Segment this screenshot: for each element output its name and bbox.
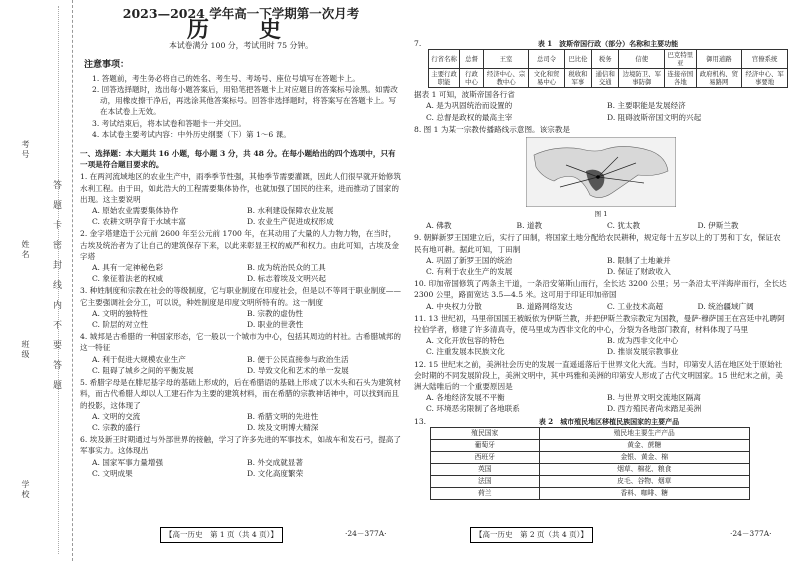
option: C. 农耕文明孕育于水域丰富 — [92, 217, 186, 227]
question-options — [414, 392, 788, 414]
option: B. 便于公民直接参与政治生活 — [247, 354, 349, 364]
table1-caption: 表 1 波斯帝国行政（部分）名称和主要功能 — [537, 39, 679, 48]
right-column — [414, 38, 788, 500]
option: B. 主要职能是发展经济 — [607, 101, 686, 111]
q13-number: 13. — [414, 416, 427, 426]
table1-cell: 税收和军事 — [564, 69, 591, 88]
option: B. 成为西非文化中心 — [607, 336, 679, 346]
notice-heading: 注意事项： — [84, 59, 130, 70]
q8-options — [414, 220, 788, 231]
notice-item: 3. 考试结束后，将本试卷和答题卡一并交回。 — [92, 118, 246, 128]
table1-header-cell: 巴比伦 — [564, 50, 591, 69]
kaohao-label: 考号 — [21, 140, 30, 160]
exam-subject: 历 史 — [186, 17, 295, 44]
table2-cell: 葡萄牙 — [431, 439, 540, 451]
option: C. 阻碍了城乡之间的平衡发展 — [92, 365, 194, 375]
table1-cell: 经济中心、军事要地 — [742, 69, 788, 88]
religion-spread-map — [526, 137, 676, 207]
table1-header-cell: 税务 — [592, 50, 619, 69]
seal-line-char: 答 — [51, 180, 61, 189]
question-options — [80, 354, 402, 376]
seal-line-char: 内 — [51, 300, 61, 309]
table1-header-cell: 御用道路 — [696, 50, 742, 69]
question-options — [80, 308, 402, 330]
seal-line-char: 封 — [51, 260, 61, 269]
option: D. 西方殖民者尚未踏足美洲 — [607, 404, 702, 414]
table1-cell: 政府机构、贸易路网 — [696, 69, 742, 88]
option: A. 文化开放包容的特色 — [426, 336, 505, 346]
option: B. 与世界文明交流地区隔离 — [607, 393, 701, 403]
map-caption: 图 1 — [594, 210, 608, 219]
table2-cell: 法国 — [431, 475, 540, 487]
table1-cell: 边境防卫、军事防御 — [619, 69, 665, 88]
table2-row — [431, 451, 750, 463]
option: A. 原始农业需要集体协作 — [92, 206, 179, 216]
right-footer-label — [470, 527, 593, 541]
question-stem: 2. 金字塔建造于公元前 2600 年至公元前 1700 年，在其动用了大量的人力物力物，在当时，古埃及统治者为了让自己的建筑保存下来，以此来彰显王权的威严和权力。由此可知，古埃及金字塔 — [80, 229, 399, 261]
option: A. 文明的独特性 — [92, 308, 148, 318]
option: D. 推崇发展宗教事业 — [607, 347, 679, 357]
right-question-list — [414, 232, 788, 414]
seal-line-char: 卡 — [51, 220, 61, 229]
table2-row — [431, 463, 750, 475]
option: B. 限制了土地兼并 — [607, 255, 671, 265]
option: B. 外交成就显著 — [247, 457, 303, 467]
option: C. 文明成果 — [92, 468, 133, 478]
table2-cell: 西班牙 — [431, 451, 540, 463]
seal-line-char: 要 — [51, 340, 61, 349]
table-1 — [428, 49, 788, 88]
left-question-list — [80, 171, 402, 478]
table2-cell: 香料、咖啡、糖 — [539, 487, 749, 499]
table1-cell: 经济中心、宗教中心 — [483, 69, 529, 88]
option: B. 道路网络发达 — [516, 301, 573, 311]
question-options — [80, 457, 402, 479]
question-stem: 3. 种姓制度和宗教在社会的等级制度，它与职业制度在印度社会，但是以不等同于职业制度——它主要强调社会分工，可以说，种姓制度是印度文明所特有的。这一制度 — [80, 286, 401, 307]
option: C. 阶层的对立性 — [92, 320, 148, 330]
option: D. 保证了财政收入 — [607, 267, 671, 277]
class-label: 班级 — [21, 340, 30, 360]
option: D. 伊斯兰教 — [697, 221, 739, 231]
option: A. 佛教 — [426, 221, 452, 231]
table1-header-cell: 行省名称 — [429, 50, 460, 69]
exam-title: 2023—2024 学年高一下学期第一次月考 — [122, 6, 360, 21]
seal-line-char: 线 — [51, 280, 61, 289]
table2-header: 殖民国家 — [431, 427, 540, 439]
option: D. 文化高度繁荣 — [247, 468, 304, 478]
option: A. 利于促进大规模农业生产 — [92, 354, 186, 364]
table2-cell: 黄金、蔗糖 — [539, 439, 749, 451]
school-label: 学校 — [21, 480, 30, 500]
right-footer-code: ·24－377A· — [730, 529, 772, 538]
table1-header-cell: 总督 — [460, 50, 483, 69]
option: C. 象征着法老的权威 — [92, 274, 164, 284]
option: C. 有利于农业生产的发展 — [426, 267, 513, 277]
page-label-2: 【高一历史 第 2 页（共 4 页）】 — [470, 527, 593, 543]
page-label-1: 【高一历史 第 1 页（共 4 页）】 — [160, 527, 283, 543]
table2-cell: 皮毛、谷物、烟草 — [539, 475, 749, 487]
seal-line-char: 答 — [51, 360, 61, 369]
table1-header-row — [429, 50, 788, 69]
option: D. 农业生产促进成权形成 — [247, 217, 334, 227]
table1-cell: 文化和贸易中心 — [529, 69, 564, 88]
table1-header-cell: 官僚系统 — [742, 50, 788, 69]
table1-cell: 行政中心 — [460, 69, 483, 88]
option: A. 中央权力分散 — [426, 301, 482, 311]
binding-gutter — [0, 0, 73, 561]
question-stem: 6. 埃及新王时期通过与外部世界的接触，学习了许多先进的军事技术，如战车和发石弓，提高了军事实力。这体现出 — [80, 435, 401, 456]
table1-header-cell: 巴克特里亚 — [665, 50, 696, 69]
table2-cell: 荷兰 — [431, 487, 540, 499]
left-footer-label — [160, 527, 283, 541]
table2-cell: 金银、黄金、棉 — [539, 451, 749, 463]
question-stem: 4. 城邦是古希腊的一种国家形态，它一般以一个城市为中心，包括其周边的村社。古希腊城邦的这一特征 — [80, 332, 401, 353]
table2-header: 殖民地主要生产产品 — [539, 427, 749, 439]
option: D. 阻碍波斯帝国文明的兴起 — [607, 112, 702, 122]
exam-info: 本试卷满分 100 分，考试用时 75 分钟。 — [169, 41, 313, 51]
option: D. 导致文化和艺术的单一发展 — [247, 365, 349, 375]
table1-header-cell: 总司令 — [529, 50, 564, 69]
option: C. 环境恶劣限制了各地联系 — [426, 404, 520, 414]
section-heading: 一、选择题：本大题共 16 小题，每小题 3 分，共 48 分。在每小题给出的四个选项中，只有一项是符合题目要求的。 — [80, 149, 396, 170]
option: C. 注重发展本民族文化 — [426, 347, 505, 357]
left-footer-code: ·24－377A· — [345, 529, 387, 538]
table2-row — [431, 487, 750, 499]
question-options — [414, 335, 788, 357]
option: B. 宗教的虚伪性 — [247, 308, 303, 318]
question-stem: 1. 在两河流域地区的农业生产中，雨季季节性强，其他季节需要灌溉，因此人们很早就开始修筑水利工程。由于田，如此浩大的工程需要集体协作，也就加强了国民的往来，进而推动了国家的出现。这主要说明 — [80, 172, 401, 204]
option: C. 工业技术高超 — [607, 301, 663, 311]
option: B. 希腊文明的先进性 — [247, 411, 319, 421]
question-options — [414, 301, 788, 312]
option: C. 宗教的盛行 — [92, 422, 141, 432]
question-stem: 10. 印加帝国修筑了两条主干道，一条沿安第斯山而行，全长达 3200 公里；另一条沿太平洋海岸而行，全长达 2300 公里，路面宽达 3.5—4.5 米。这可用于印证印加帝国 — [414, 279, 787, 300]
table2-row — [431, 439, 750, 451]
option: A. 巩固了新罗王国的统治 — [426, 255, 513, 265]
option: D. 统治疆域广阔 — [697, 301, 754, 311]
question-options — [80, 411, 402, 433]
table2-cell: 英国 — [431, 463, 540, 475]
seal-line-char: 密 — [51, 240, 61, 249]
table2-row — [431, 475, 750, 487]
q7-options — [414, 100, 788, 122]
option: A. 文明的交流 — [92, 411, 141, 421]
notice-item: 1. 答题前，考生务必将自己的姓名、考生号、考场号、座位号填写在答题卡上。 — [92, 73, 360, 83]
table1-cell: 通信和交通 — [592, 69, 619, 88]
option: A. 是为巩固统治而设置的 — [426, 101, 513, 111]
q7-number: 7. — [414, 39, 422, 48]
option: A. 各地经济发展不平衡 — [426, 393, 505, 403]
option: B. 道教 — [516, 221, 543, 231]
name-label: 姓名 — [21, 240, 30, 260]
option: D. 埃及文明博大精深 — [247, 422, 319, 432]
table1-cell: 主要行政职能 — [429, 69, 460, 88]
option: C. 犹太教 — [607, 221, 641, 231]
question-stem: 5. 希腊字母是在腓尼基字母的基础上形成的，后在希腊语的基础上形成了以木头和石头为建筑材料，而古代希腊人却以人工建石作为主要的建筑材料，而在希腊的宗教神话神中，可以找到而且的投影，这体现了 — [80, 378, 401, 410]
question-stem: 11. 13 世纪初，马里帝国国王被皈依为伊斯兰教，并把伊斯兰教宗教定为国教，曼萨·穆萨国王在宫廷中礼聘阿拉伯学者，修建了许多清真寺，使马里成为西非文化的中心，分裂为各地部门教育，材料体现了马里 — [414, 313, 785, 335]
question-options — [80, 262, 402, 284]
notice-item: 2. 回答选择题时，选出每小题答案后，用铅笔把答题卡上对应题目的答案标号涂黑。如需改动，用橡皮擦干净后，再选涂其他答案标号。回答非选择题时，将答案写在答题卡上。写在本试卷上无效。 — [92, 85, 398, 117]
option: B. 成为统治民众的工具 — [247, 263, 326, 273]
notice-item: 4. 本试卷主要考试内容：中外历史纲要（下）第 1～6 课。 — [92, 129, 291, 139]
question-options — [414, 255, 788, 277]
question-stem: 9. 朝鲜新罗王国建立后，实行了田制，将国家土地分配给农民耕种，规定每十五岁以上的丁男和丁女，保证农民有地可耕。据此可知，丁田制 — [414, 233, 781, 254]
option: D. 职业的世袭性 — [247, 320, 304, 330]
table1-cell: 连接帝国各地 — [665, 69, 696, 88]
q8-stem: 8. 图 1 为某一宗教传播路线示意图。该宗教是 — [414, 124, 571, 134]
seal-line-char: 题 — [51, 380, 61, 389]
left-column — [80, 0, 402, 479]
q7-stem: 据表 1 可知，波斯帝国各行省 — [414, 90, 515, 100]
option: A. 国家军事力量增强 — [92, 457, 164, 467]
option: A. 具有一定神秘色彩 — [92, 263, 164, 273]
option: D. 标志着埃及文明兴起 — [247, 274, 326, 284]
table1-header-cell: 王室 — [483, 50, 529, 69]
table2-caption: 表 2 城市殖民地区移植民族国家的主要产品 — [538, 416, 680, 426]
table-2 — [430, 427, 750, 500]
question-options — [80, 205, 402, 227]
option: B. 水利建设保障农业发展 — [247, 206, 334, 216]
question-stem: 12. 15 世纪末之前，美洲社会历史的发展一直遥遥落后于世界文化大流。当时，印第安人活在地区处于原始社会时期的不同发展阶段上，美洲文明中，其中玛雅和美洲的印第安人形成了古代文明国家。15 世纪末之前，美洲大陆唯后的一个重要原因是 — [414, 359, 783, 392]
seal-line-char: 不 — [51, 320, 61, 329]
notice-list — [80, 73, 402, 140]
option: C. 总督是政权的最高主宰 — [426, 112, 513, 122]
table2-cell: 烟草、棉花、粮食 — [539, 463, 749, 475]
seal-line-char: 题 — [51, 200, 61, 209]
table1-data-row — [429, 69, 788, 88]
table1-header-cell: 信使 — [619, 50, 665, 69]
